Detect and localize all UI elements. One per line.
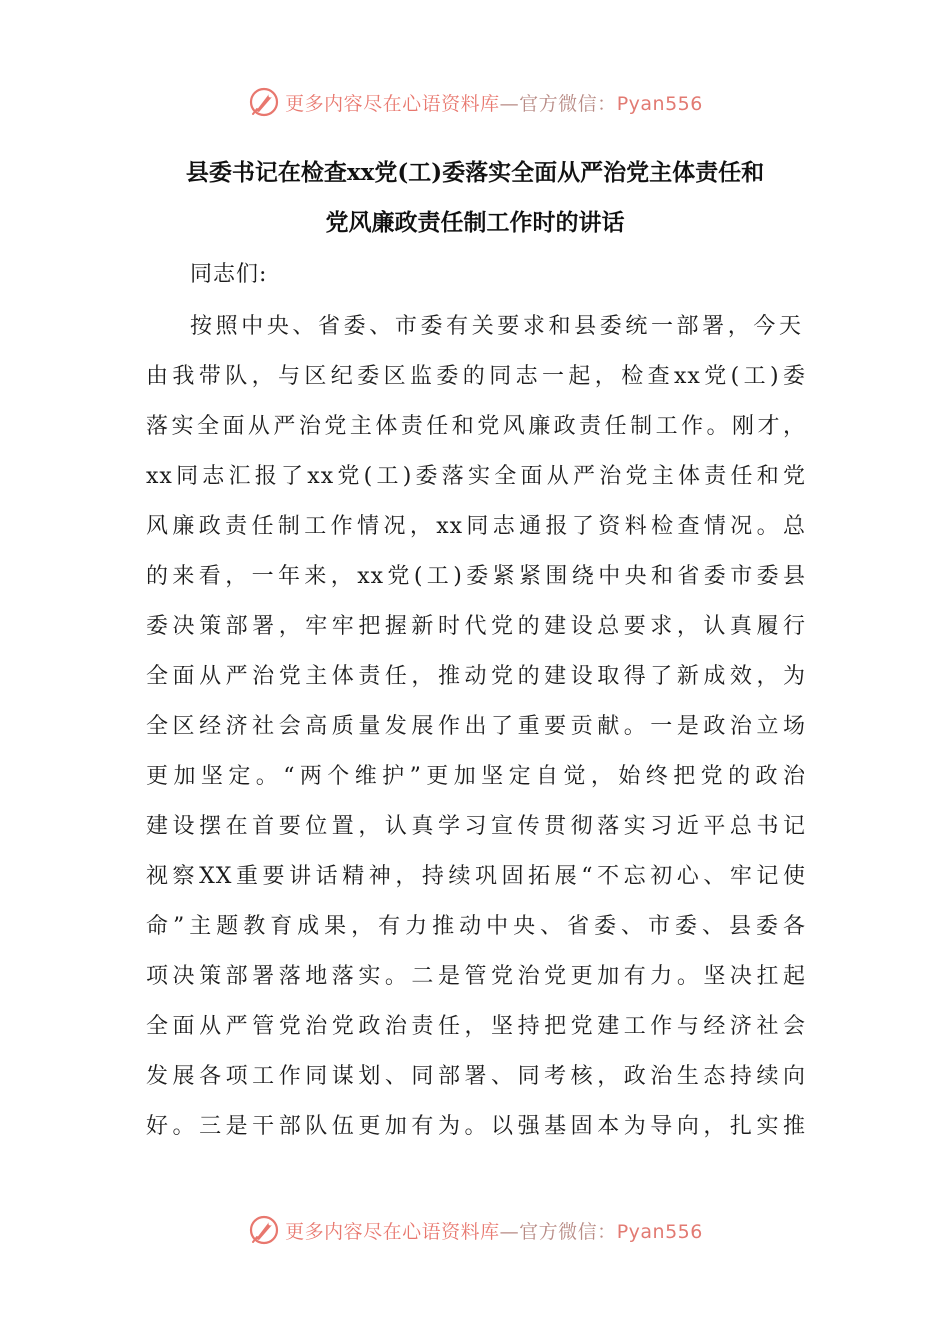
banner-text: [285, 89, 703, 116]
body-line: 委决策部署，牢牢把握新时代党的建设总要求，认真履行: [146, 614, 806, 639]
document-title-line-1: 县委书记在检查xx党(工)委落实全面从严治党主体责任和: [185, 159, 765, 186]
body-line: 更加坚定。“两个维护”更加坚定自觉，始终把党的政治: [146, 764, 806, 789]
body-line: 落实全面从严治党主体责任和党风廉政责任制工作。刚才，: [146, 414, 806, 439]
banner-slogan: 更多内容尽在心语资料库: [285, 92, 500, 115]
banner-wechat-id: Pyan556: [616, 92, 703, 115]
footer-banner: [0, 1210, 950, 1250]
banner-separator: —: [499, 1220, 520, 1243]
body-line: 命”主题教育成果，有力推动中央、省委、市委、县委各: [146, 914, 806, 939]
header-banner: [0, 82, 950, 122]
body-line: 按照中央、省委、市委有关要求和县委统一部署，今天: [190, 314, 802, 339]
banner-wechat-id: Pyan556: [616, 1220, 703, 1243]
banner-text: [285, 1217, 703, 1244]
body-line: 由我带队，与区纪委区监委的同志一起，检查xx党(工)委: [146, 364, 806, 389]
body-line: xx同志汇报了xx党(工)委落实全面从严治党主体责任和党: [146, 464, 806, 489]
body-line: 全区经济社会高质量发展作出了重要贡献。一是政治立场: [146, 714, 806, 739]
banner-wechat-label: 官方微信：: [519, 1220, 617, 1243]
body-line: 建设摆在首要位置，认真学习宣传贯彻落实习近平总书记: [146, 814, 806, 839]
body-line: 视察XX重要讲话精神，持续巩固拓展“不忘初心、牢记使: [146, 864, 806, 889]
document-title-line-2: 党风廉政责任制工作时的讲话: [325, 209, 625, 236]
body-line: 的来看，一年来，xx党(工)委紧紧围绕中央和省委市委县: [146, 564, 806, 589]
quill-logo-icon: [247, 1213, 281, 1247]
banner-slogan: 更多内容尽在心语资料库: [285, 1220, 500, 1243]
body-line: 风廉政责任制工作情况，xx同志通报了资料检查情况。总: [146, 514, 806, 539]
body-line: 好。三是干部队伍更加有为。以强基固本为导向，扎实推: [146, 1114, 806, 1139]
body-line: 全面从严管党治党政治责任，坚持把党建工作与经济社会: [146, 1014, 806, 1039]
banner-wechat-label: 官方微信：: [519, 92, 617, 115]
body-line: 项决策部署落地落实。二是管党治党更加有力。坚决扛起: [146, 964, 806, 989]
body-line: 全面从严治党主体责任，推动党的建设取得了新成效，为: [146, 664, 806, 689]
salutation: 同志们:: [190, 262, 268, 287]
banner-separator: —: [499, 92, 520, 115]
body-line: 发展各项工作同谋划、同部署、同考核，政治生态持续向: [146, 1064, 806, 1089]
quill-logo-icon: [247, 85, 281, 119]
